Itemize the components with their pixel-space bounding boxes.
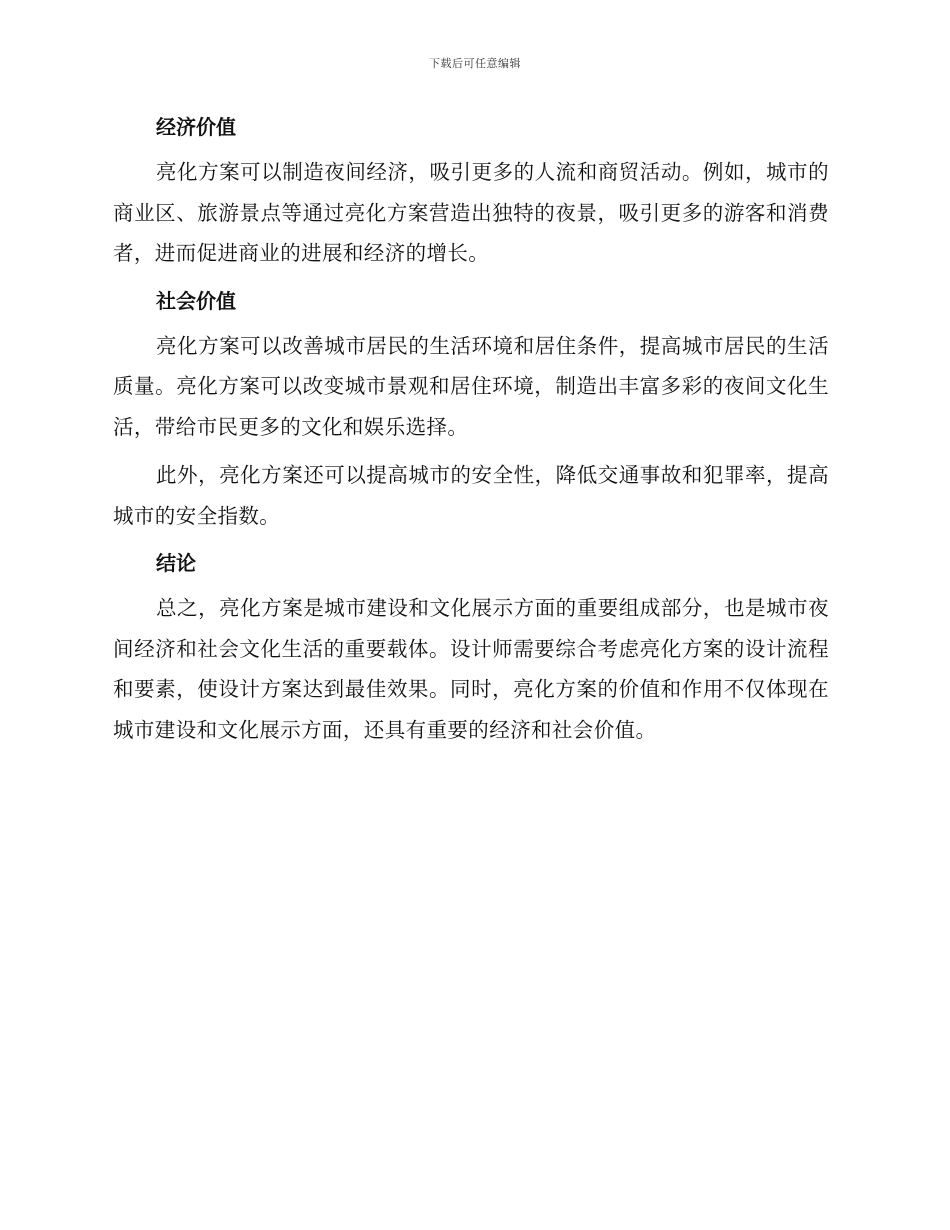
paragraph-economic-value: 亮化方案可以制造夜间经济，吸引更多的人流和商贸活动。例如，城市的商业区、旅游景点等通过亮化方案营造出独特的夜景，吸引更多的游客和消费者，进而促进商业的进展和经济的增长。 (113, 160, 829, 265)
section-heading-conclusion: 结论 (156, 551, 196, 575)
section-heading-social-value: 社会价值 (156, 288, 236, 313)
paragraph-social-value-1: 亮化方案可以改善城市居民的生活环境和居住条件，提高城市居民的生活质量。亮化方案可以改变城市景观和居住环境，制造出丰富多彩的夜间文化生活，带给市民更多的文化和娱乐选择。 (113, 333, 829, 439)
page-header-note: 下载后可任意编辑 (429, 57, 521, 70)
section-heading-economic-value: 经济价值 (156, 115, 236, 139)
paragraph-conclusion: 总之，亮化方案是城市建设和文化展示方面的重要组成部分，也是城市夜间经济和社会文化生活的重要载体。设计师需要综合考虑亮化方案的设计流程和要素，使设计方案达到最佳效果。同时，亮化方案的价值和作用不仅体现在城市建设和文化展示方面，还具有重要的经济和社会价值。 (113, 596, 829, 742)
document-body (113, 108, 829, 758)
paragraph-social-value-2: 此外，亮化方案还可以提高城市的安全性，降低交通事故和犯罪率，提高城市的安全指数。 (113, 463, 829, 528)
